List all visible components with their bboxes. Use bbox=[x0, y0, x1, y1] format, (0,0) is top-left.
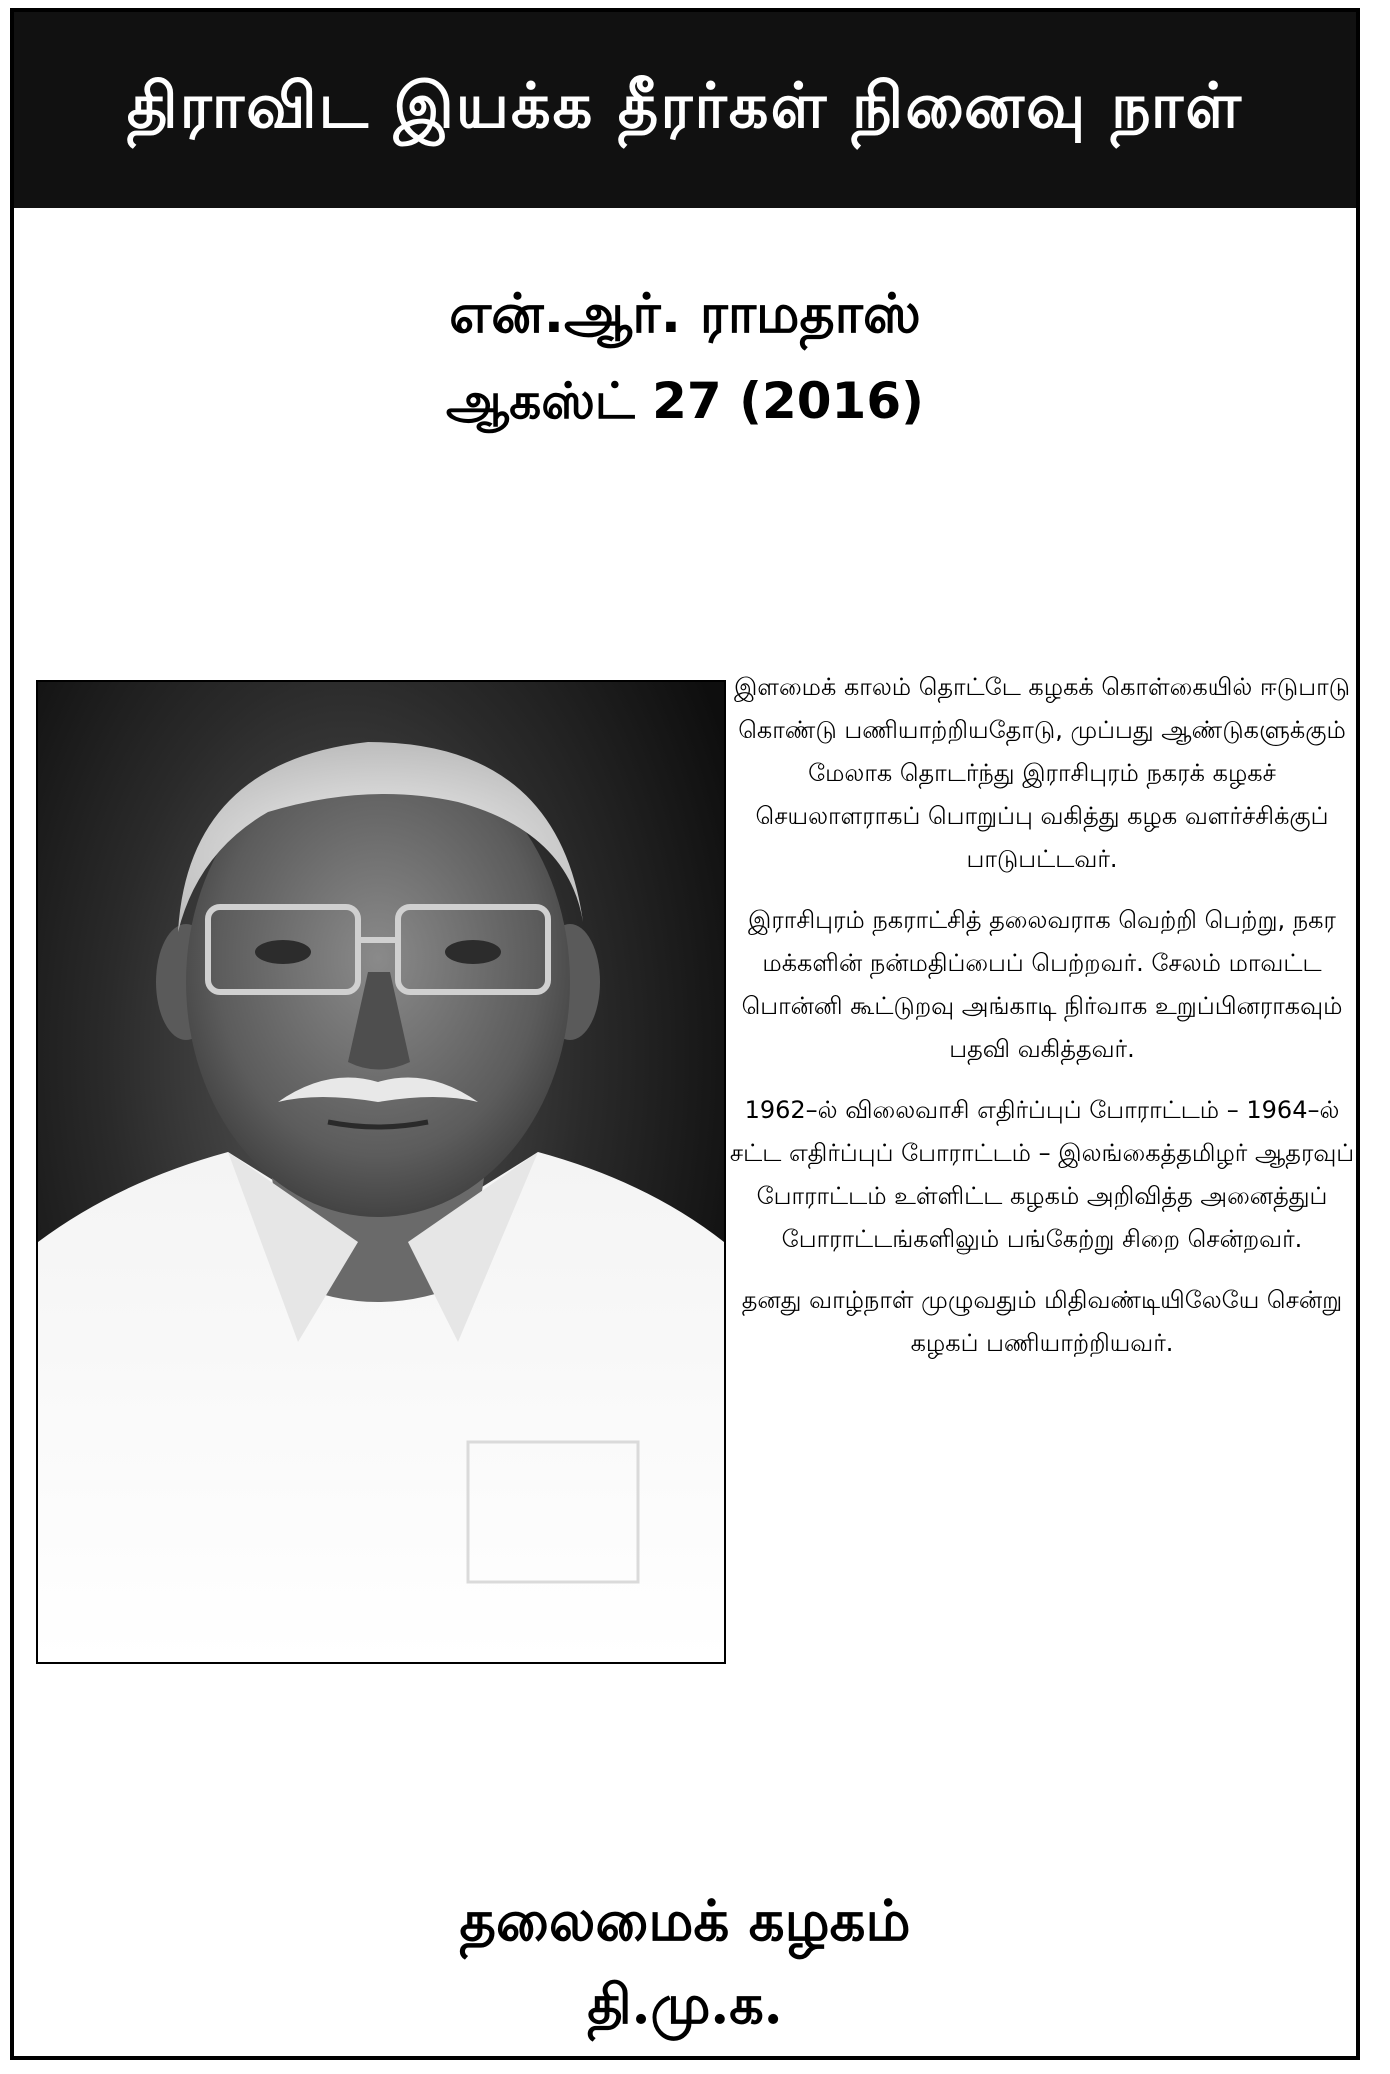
memorial-notice bbox=[10, 8, 1360, 2060]
biography bbox=[726, 666, 1358, 1383]
bio-paragraph-3: 1962–ல் விலைவாசி எதிர்ப்புப் போராட்டம் – 1964–ல் சட்ட எதிர்ப்புப் போராட்டம் – இலங்கைத்தமிழர் ஆதரவுப் போராட்டம் உள்ளிட்ட கழகம் அறிவித்த அனைத்துப் போராட்டங்களிலும் பங்கேற்று சிறை சென்றவர். bbox=[729, 1096, 1355, 1253]
memorial-date: ஆகஸ்ட் 27 (2016) bbox=[446, 372, 924, 430]
portrait-photo bbox=[36, 680, 726, 1664]
banner-title: திராவிட இயக்க தீரர்கள் நினைவு நாள் bbox=[126, 69, 1244, 142]
bio-paragraph-4: தனது வாழ்நாள் முழுவதும் மிதிவண்டியிலேயே சென்று கழகப் பணியாற்றியவர். bbox=[741, 1286, 1343, 1357]
bio-paragraph-1: இளமைக் காலம் தொட்டே கழகக் கொள்கையில் ஈடுபாடு கொண்டு பணியாற்றியதோடு, முப்பது ஆண்டுகளுக்கும் மேலாக தொடர்ந்து இராசிபுரம் நகரக் கழகச் செயலாளராகப் பொறுப்பு வகித்து கழக வளர்ச்சிக்குப் பாடுபட்டவர். bbox=[733, 673, 1351, 873]
party-name: தி.மு.க. bbox=[587, 1972, 783, 2036]
bio-paragraph-2: இராசிபுரம் நகராட்சித் தலைவராக வெற்றி பெற்று, நகர மக்களின் நன்மதிப்பைப் பெற்றவர். சேலம் மாவட்ட பொன்னி கூட்டுறவு அங்காடி நிர்வாக உறுப்பினராகவும் பதவி வகித்தவர். bbox=[741, 906, 1343, 1063]
portrait-illustration bbox=[38, 682, 724, 1662]
person-name: என்.ஆர். ராமதாஸ் bbox=[449, 282, 921, 345]
issuing-organization: தலைமைக் கழகம் bbox=[459, 1888, 911, 1954]
header-banner bbox=[14, 12, 1356, 208]
